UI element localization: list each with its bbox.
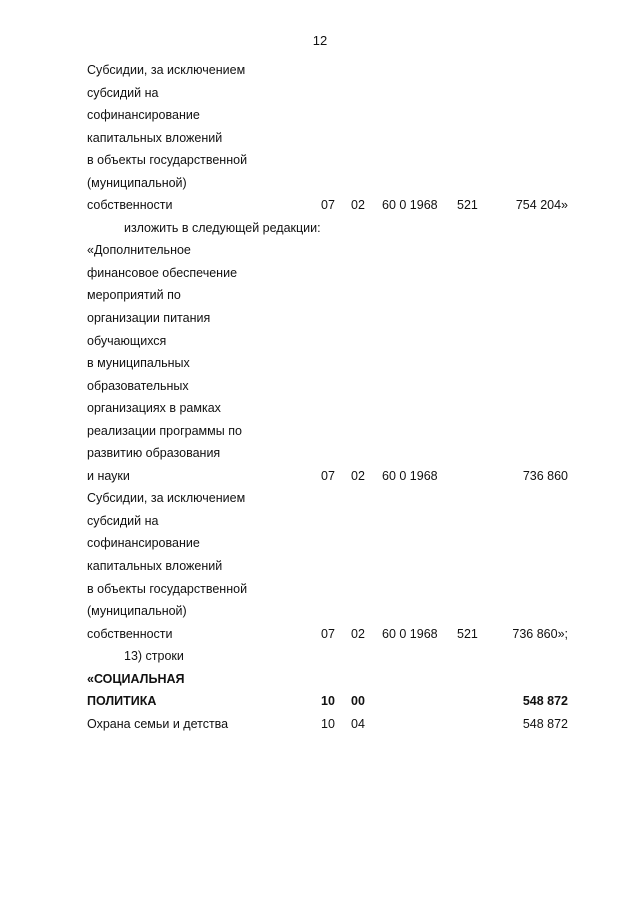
row-text: в объекты государственной xyxy=(87,581,248,596)
table-row xyxy=(0,671,640,694)
table-row xyxy=(0,378,640,401)
row-text: субсидий на xyxy=(87,513,159,528)
subsection-code: 02 xyxy=(351,468,365,483)
amount: 548 872 xyxy=(522,694,568,709)
subsection-code: 02 xyxy=(351,198,365,213)
table-row xyxy=(0,400,640,423)
row-text: софинансирование xyxy=(87,536,200,551)
page-number: 12 xyxy=(312,33,328,48)
row-text: субсидий на xyxy=(87,85,159,100)
row-text: Субсидии, за исключением xyxy=(87,491,246,506)
table-row xyxy=(0,242,640,265)
expense-type-code: 521 xyxy=(457,626,478,641)
table-row xyxy=(0,648,640,671)
target-article-code: 60 0 1968 xyxy=(382,468,438,483)
table-row xyxy=(0,197,640,220)
subsection-code: 02 xyxy=(351,626,365,641)
row-text: Охрана семьи и детства xyxy=(87,716,229,731)
table-row xyxy=(0,626,640,649)
table-row xyxy=(0,535,640,558)
row-text: ПОЛИТИКА xyxy=(87,694,157,709)
table-row xyxy=(0,130,640,153)
table-row xyxy=(0,445,640,468)
amount: 548 872 xyxy=(522,716,568,731)
row-text: 13) строки xyxy=(124,649,184,664)
row-text: и науки xyxy=(87,468,130,483)
table-row xyxy=(0,423,640,446)
table-row xyxy=(0,558,640,581)
section-code: 10 xyxy=(321,694,335,709)
table-row xyxy=(0,490,640,513)
row-text: изложить в следующей редакции: xyxy=(124,220,321,235)
row-text: собственности xyxy=(87,626,173,641)
row-text: развитию образования xyxy=(87,446,221,461)
row-text: мероприятий по xyxy=(87,288,181,303)
section-code: 07 xyxy=(321,198,335,213)
table-row xyxy=(0,355,640,378)
amount: 736 860 xyxy=(522,468,568,483)
table-row xyxy=(0,62,640,85)
row-text: (муниципальной) xyxy=(87,175,187,190)
row-text: собственности xyxy=(87,198,173,213)
row-text: Субсидии, за исключением xyxy=(87,63,246,77)
subsection-code: 04 xyxy=(351,716,365,731)
row-text: капитальных вложений xyxy=(87,130,223,145)
row-text: капитальных вложений xyxy=(87,559,223,574)
row-text: реализации программы по xyxy=(87,423,242,438)
row-text: в муниципальных xyxy=(87,356,190,371)
section-code: 07 xyxy=(321,468,335,483)
row-text: обучающихся xyxy=(87,333,167,348)
table-row xyxy=(0,693,640,716)
table-row xyxy=(0,85,640,108)
row-text: «Дополнительное xyxy=(87,243,191,258)
row-text: софинансирование xyxy=(87,108,200,123)
row-text: организациях в рамках xyxy=(87,401,221,416)
table-row xyxy=(0,310,640,333)
row-text: финансовое обеспечение xyxy=(87,265,238,280)
budget-table xyxy=(0,62,640,738)
row-text: образовательных xyxy=(87,378,189,393)
amount: 736 860»; xyxy=(512,626,568,641)
amount: 754 204» xyxy=(515,198,568,213)
subsection-code: 00 xyxy=(351,694,365,709)
target-article-code: 60 0 1968 xyxy=(382,198,438,213)
target-article-code: 60 0 1968 xyxy=(382,626,438,641)
section-code: 10 xyxy=(321,716,335,731)
table-row xyxy=(0,581,640,604)
table-row xyxy=(0,468,640,491)
table-row xyxy=(0,175,640,198)
row-text: организации питания xyxy=(87,311,211,326)
section-code: 07 xyxy=(321,626,335,641)
table-row xyxy=(0,716,640,739)
row-text: «СОЦИАЛЬНАЯ xyxy=(87,671,185,686)
table-row xyxy=(0,220,640,243)
table-row xyxy=(0,513,640,536)
table-row xyxy=(0,333,640,356)
row-text: (муниципальной) xyxy=(87,604,187,619)
table-row xyxy=(0,107,640,130)
table-row xyxy=(0,603,640,626)
row-text: в объекты государственной xyxy=(87,153,248,168)
table-row xyxy=(0,265,640,288)
table-row xyxy=(0,152,640,175)
table-row xyxy=(0,287,640,310)
expense-type-code: 521 xyxy=(457,198,478,213)
